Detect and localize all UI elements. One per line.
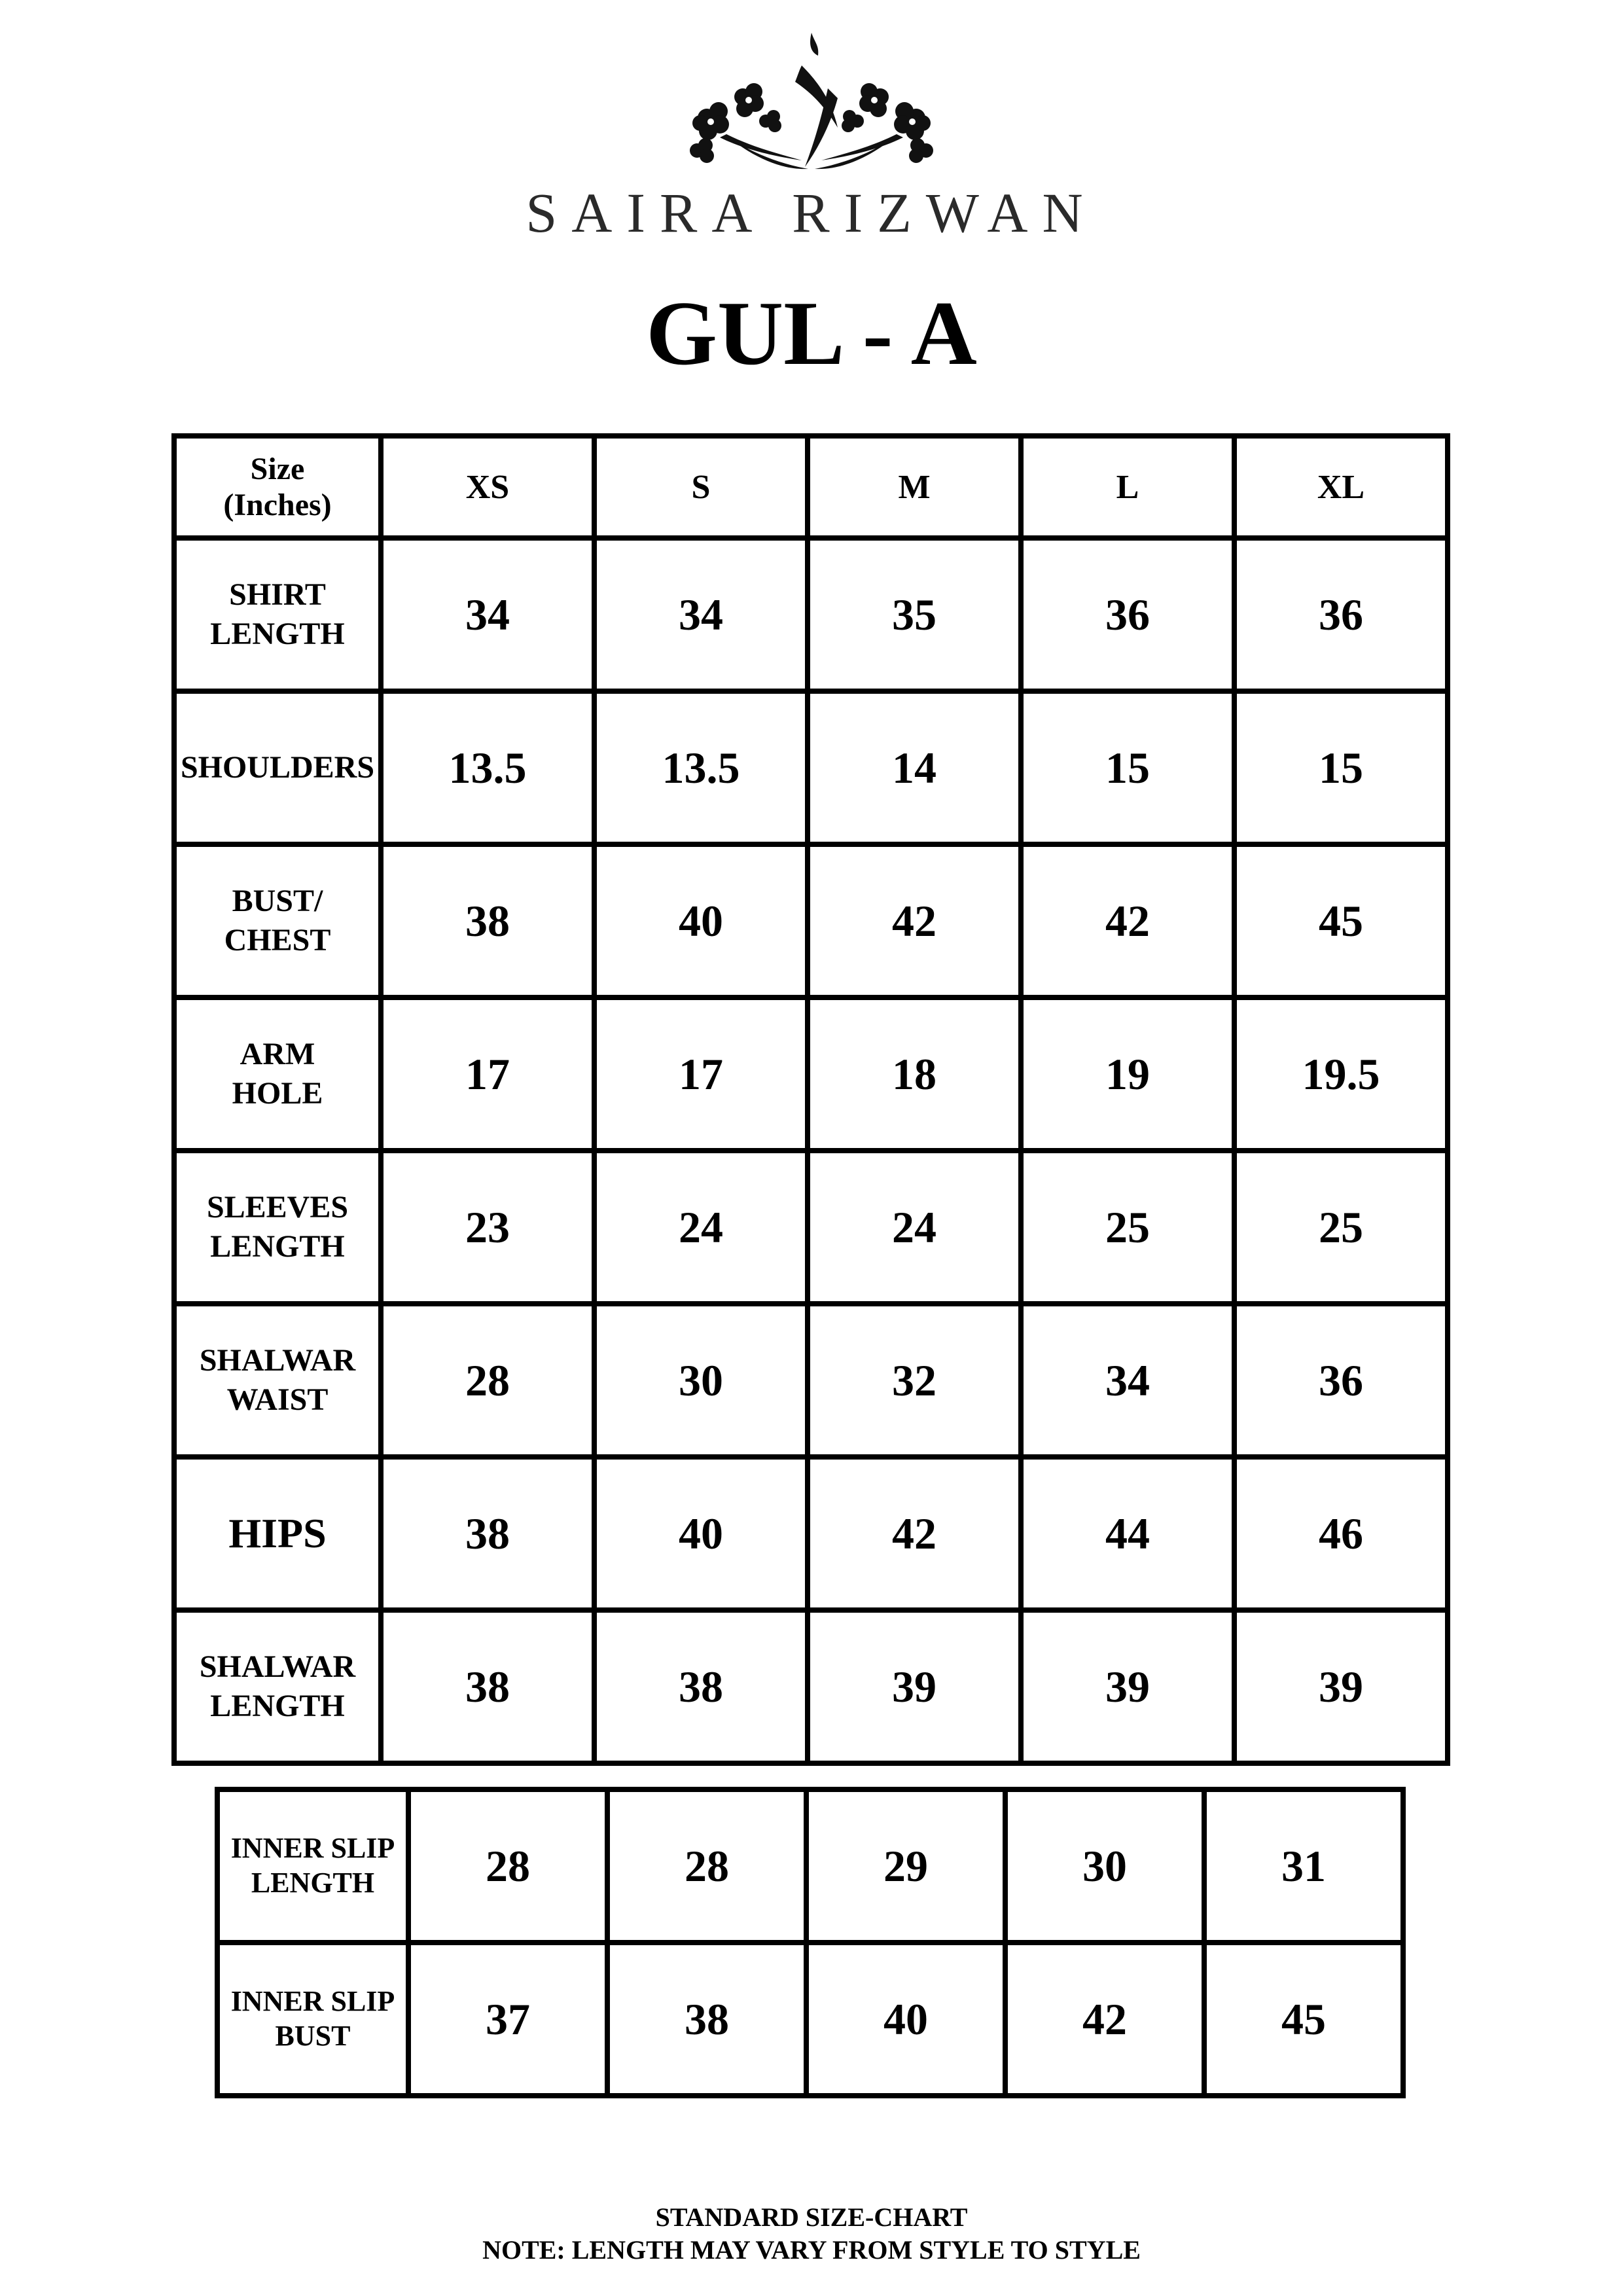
size-column-header: XL — [1234, 436, 1448, 538]
measurement-value: 44 — [1021, 1457, 1234, 1610]
measurement-row-inner-slip-bust — [217, 1943, 1403, 2096]
measurement-value: 45 — [1204, 1943, 1403, 2096]
measurement-row-hips — [174, 1457, 1448, 1610]
measurement-value: 38 — [381, 1610, 594, 1763]
measurement-label-line2: WAIST — [226, 1382, 329, 1417]
measurement-value: 35 — [808, 538, 1021, 691]
measurement-value: 36 — [1234, 1304, 1448, 1457]
measurement-value: 14 — [808, 691, 1021, 844]
size-header-row — [174, 436, 1448, 538]
measurement-row-shalwar-waist — [174, 1304, 1448, 1457]
measurement-value: 38 — [381, 1457, 594, 1610]
measurement-row-shalwar-length — [174, 1610, 1448, 1763]
measurement-value: 39 — [808, 1610, 1021, 1763]
measurement-value: 42 — [1005, 1943, 1204, 2096]
measurement-label-line2: LENGTH — [210, 617, 345, 651]
measurement-value: 40 — [594, 1457, 808, 1610]
measurement-value: 36 — [1234, 538, 1448, 691]
measurement-row-arm-hole — [174, 997, 1448, 1151]
size-header-line2: (Inches) — [223, 488, 332, 522]
measurement-value: 40 — [806, 1943, 1005, 2096]
measurement-value: 32 — [808, 1304, 1021, 1457]
measurement-row-shoulders — [174, 691, 1448, 844]
measurement-value: 28 — [607, 1789, 806, 1943]
measurement-label-line1: INNER SLIP — [230, 1832, 395, 1865]
size-column-header: S — [594, 436, 808, 538]
measurement-value: 13.5 — [381, 691, 594, 844]
measurement-label-line1: SHIRT — [229, 577, 326, 612]
measurement-label-line2: HOLE — [232, 1076, 323, 1111]
measurement-label-line2: LENGTH — [251, 1867, 375, 1899]
measurement-value: 25 — [1234, 1151, 1448, 1304]
measurement-value: 15 — [1021, 691, 1234, 844]
measurement-value: 46 — [1234, 1457, 1448, 1610]
size-header-line1: Size — [250, 451, 305, 486]
measurement-value: 19 — [1021, 997, 1234, 1151]
measurement-label — [174, 1304, 381, 1457]
measurement-label-line2: CHEST — [224, 923, 331, 958]
measurement-label — [174, 1457, 381, 1610]
measurement-label — [174, 538, 381, 691]
measurement-value: 34 — [1021, 1304, 1234, 1457]
measurement-label — [174, 1151, 381, 1304]
measurement-value: 42 — [1021, 844, 1234, 997]
measurement-label-line1: BUST/ — [232, 884, 323, 918]
measurement-row-sleeves-length — [174, 1151, 1448, 1304]
measurement-label-line2: LENGTH — [210, 1689, 345, 1723]
measurement-value: 29 — [806, 1789, 1005, 1943]
measurement-label — [174, 997, 381, 1151]
measurement-row-bust-chest — [174, 844, 1448, 997]
measurement-value: 39 — [1234, 1610, 1448, 1763]
measurement-value: 39 — [1021, 1610, 1234, 1763]
measurement-value: 19.5 — [1234, 997, 1448, 1151]
measurement-value: 38 — [381, 844, 594, 997]
size-column-header: XS — [381, 436, 594, 538]
measurement-value: 28 — [408, 1789, 607, 1943]
measurement-value: 31 — [1204, 1789, 1403, 1943]
measurement-value: 30 — [594, 1304, 808, 1457]
inner-slip-table — [215, 1787, 1406, 2098]
measurement-label-line1: SLEEVES — [206, 1190, 349, 1225]
page-title: GUL - A — [646, 283, 977, 384]
measurement-value: 45 — [1234, 844, 1448, 997]
size-column-header: L — [1021, 436, 1234, 538]
measurement-value: 37 — [408, 1943, 607, 2096]
measurement-value: 13.5 — [594, 691, 808, 844]
measurement-value: 24 — [594, 1151, 808, 1304]
measurement-value: 34 — [594, 538, 808, 691]
measurement-value: 42 — [808, 844, 1021, 997]
measurement-label — [174, 691, 381, 844]
measurement-row-inner-slip-length — [217, 1789, 1403, 1943]
measurement-label — [217, 1943, 408, 2096]
measurement-row-shirt-length — [174, 538, 1448, 691]
measurement-value: 40 — [594, 844, 808, 997]
measurement-value: 42 — [808, 1457, 1021, 1610]
measurement-value: 24 — [808, 1151, 1021, 1304]
measurement-label — [174, 1610, 381, 1763]
measurement-value: 38 — [607, 1943, 806, 2096]
size-column-header: M — [808, 436, 1021, 538]
floral-monogram-logo-icon — [681, 20, 942, 177]
measurement-label-line1: INNER SLIP — [230, 1985, 395, 2018]
brand-name: SAIRA RIZWAN — [526, 181, 1097, 244]
measurement-value: 23 — [381, 1151, 594, 1304]
measurement-value: 28 — [381, 1304, 594, 1457]
measurement-label-line1: ARM — [240, 1037, 315, 1071]
measurement-value: 25 — [1021, 1151, 1234, 1304]
measurement-value: 34 — [381, 538, 594, 691]
measurement-value: 38 — [594, 1610, 808, 1763]
measurement-value: 18 — [808, 997, 1021, 1151]
measurement-value: 15 — [1234, 691, 1448, 844]
measurement-label-line2: LENGTH — [210, 1229, 345, 1264]
measurement-label — [174, 844, 381, 997]
measurement-label-line1: SHALWAR — [199, 1649, 356, 1684]
measurement-label-line1: SHOULDERS — [180, 750, 375, 785]
measurement-label — [217, 1789, 408, 1943]
measurement-value: 17 — [594, 997, 808, 1151]
size-chart-table — [171, 433, 1450, 1766]
size-inches-header — [174, 436, 381, 538]
measurement-value: 36 — [1021, 538, 1234, 691]
standard-size-chart-caption: STANDARD SIZE-CHART — [655, 2202, 968, 2232]
measurement-value: 17 — [381, 997, 594, 1151]
measurement-label-line1: HIPS — [228, 1510, 327, 1556]
measurement-label-line1: SHALWAR — [199, 1343, 356, 1378]
measurement-value: 30 — [1005, 1789, 1204, 1943]
length-variation-note: NOTE: LENGTH MAY VARY FROM STYLE TO STYLE — [482, 2235, 1141, 2265]
measurement-label-line2: BUST — [275, 2020, 351, 2052]
